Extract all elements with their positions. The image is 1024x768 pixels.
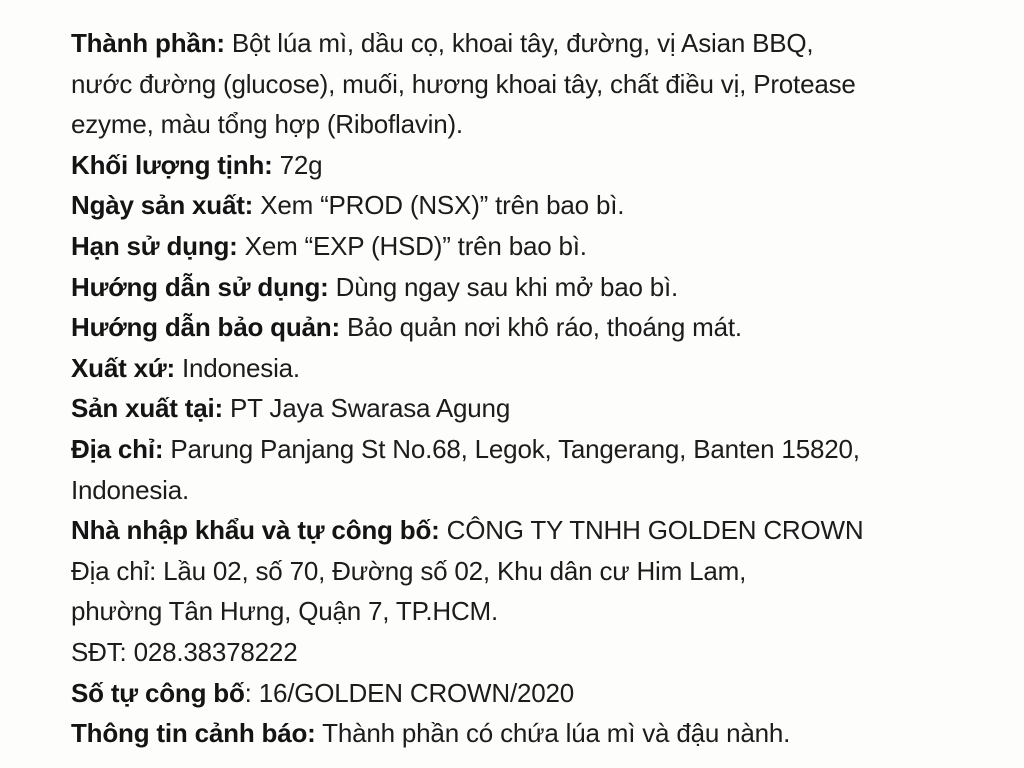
usage-heading: Hướng dẫn sử dụng: <box>71 271 329 302</box>
net-weight-value: 72g <box>279 149 323 180</box>
warning-value: Thành phần có chứa lúa mì và đậu nành. <box>322 718 791 749</box>
importer-heading: Nhà nhập khẩu và tự công bố: <box>71 515 440 546</box>
storage-heading: Hướng dẫn bảo quản: <box>71 312 340 343</box>
origin-value: Indonesia. <box>181 352 300 383</box>
declaration-heading: Số tự công bố <box>71 677 245 708</box>
net-weight-line <box>71 145 1001 186</box>
manufacture-date-value: Xem “PROD (NSX)” trên bao bì. <box>260 190 625 221</box>
manufacturer-line <box>71 388 1001 429</box>
ingredients-line-1 <box>71 23 1001 64</box>
phone-line <box>71 632 1001 673</box>
importer-address-line-1 <box>71 551 1001 592</box>
importer-address-text-1: Địa chỉ: Lầu 02, số 70, Đường số 02, Khu dân cư Him Lam, <box>71 555 747 586</box>
importer-value: CÔNG TY TNHH GOLDEN CROWN <box>446 515 864 546</box>
usage-value: Dùng ngay sau khi mở bao bì. <box>335 271 679 302</box>
origin-heading: Xuất xứ: <box>71 352 175 383</box>
ingredients-text-2: nước đường (glucose), muối, hương khoai tây, chất điều vị, Protease <box>71 68 856 99</box>
ingredients-line-3 <box>71 104 1001 145</box>
expiry-heading: Hạn sử dụng: <box>71 230 238 261</box>
expiry-value: Xem “EXP (HSD)” trên bao bì. <box>244 230 587 261</box>
manufacturer-heading: Sản xuất tại: <box>71 393 223 424</box>
manufacturer-address-text-2: Indonesia. <box>71 474 189 505</box>
ingredients-heading: Thành phần: <box>71 28 225 58</box>
manufacture-date-line <box>71 185 1001 226</box>
manufacturer-value: PT Jaya Swarasa Agung <box>230 393 511 424</box>
importer-line <box>71 510 1001 551</box>
warning-heading: Thông tin cảnh báo: <box>71 718 316 749</box>
usage-line <box>71 267 1001 308</box>
ingredients-line-2 <box>71 64 1001 105</box>
manufacture-date-heading: Ngày sản xuất: <box>71 190 254 221</box>
label-text-block <box>71 23 1001 754</box>
manufacturer-address-line-1 <box>71 429 1001 470</box>
ingredients-text-3: ezyme, màu tổng hợp (Riboflavin). <box>71 109 463 140</box>
warning-line <box>71 713 1001 754</box>
importer-address-line-2 <box>71 591 1001 632</box>
origin-line <box>71 348 1001 389</box>
declaration-value: : 16/GOLDEN CROWN/2020 <box>244 677 575 708</box>
manufacturer-address-text-1: Parung Panjang St No.68, Legok, Tangerang, Banten 15820, <box>170 433 860 464</box>
net-weight-heading: Khối lượng tịnh: <box>71 149 273 180</box>
expiry-line <box>71 226 1001 267</box>
importer-address-text-2: phường Tân Hưng, Quận 7, TP.HCM. <box>71 596 499 627</box>
manufacturer-address-heading: Địa chỉ: <box>71 433 164 464</box>
ingredients-text-1: Bột lúa mì, dầu cọ, khoai tây, đường, vị Asian BBQ, <box>231 28 814 58</box>
declaration-line <box>71 673 1001 714</box>
phone-value: SĐT: 028.38378222 <box>71 636 298 667</box>
manufacturer-address-line-2 <box>71 470 1001 511</box>
storage-line <box>71 307 1001 348</box>
storage-value: Bảo quản nơi khô ráo, thoáng mát. <box>346 312 742 343</box>
